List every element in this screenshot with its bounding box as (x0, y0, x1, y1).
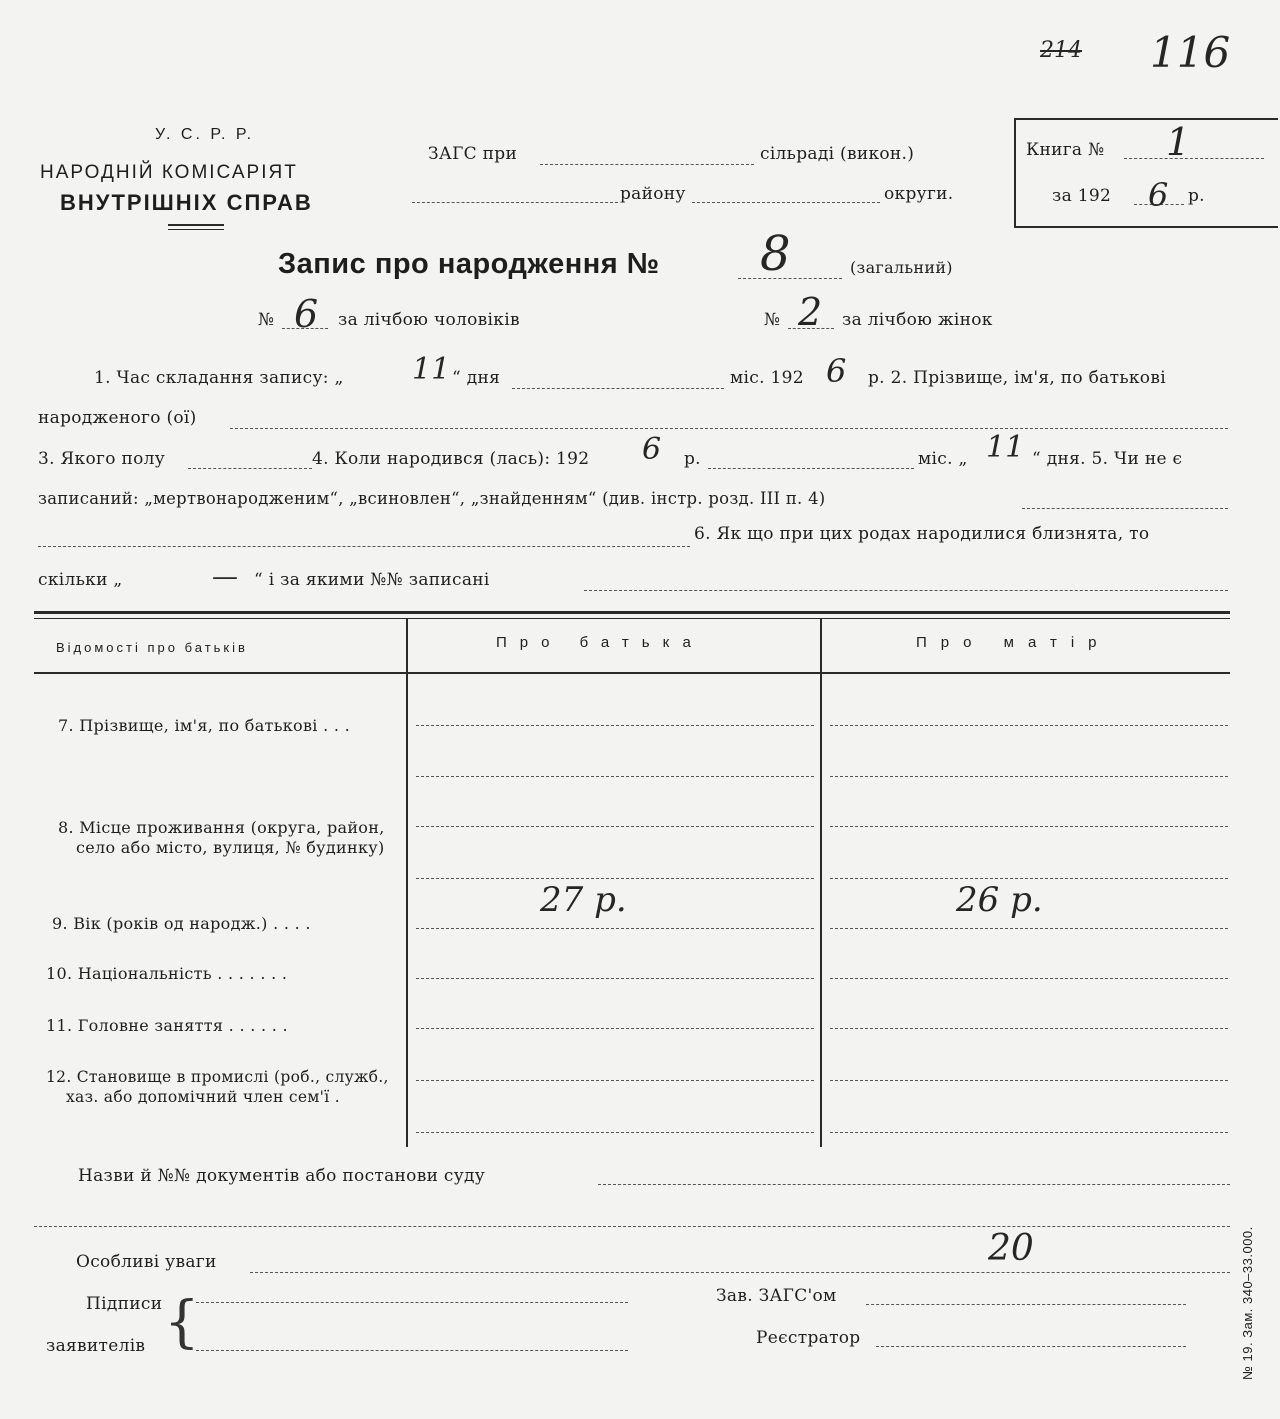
child-name-line (230, 428, 1228, 429)
record-month-label: міс. 192 (730, 368, 804, 388)
father-line-4 (416, 878, 814, 879)
father-line-8 (416, 1080, 814, 1081)
mother-line-4 (830, 878, 1228, 879)
remarks-label: Особливі уваги (76, 1252, 217, 1272)
table-header-mother: Про матір (916, 634, 1111, 651)
applicant-signature-line-2 (196, 1350, 628, 1351)
birth-month-label: міс. „ (918, 449, 968, 469)
stillborn-label-b: записаний: „мертвонародженим“, „всиновлен“, „знайденням“ (див. інстр. розд. III п. 4) (38, 489, 826, 508)
book-year-label: за 192 (1052, 186, 1112, 206)
child-name-label-a: р. 2. Прізвище, ім'я, по батькові (868, 368, 1166, 388)
male-count-label: за лічбою чоловіків (338, 310, 520, 330)
village-council-line (540, 164, 754, 165)
signatures-label: Підписи (86, 1294, 163, 1314)
mother-line-3 (830, 826, 1228, 827)
signatures-brace: { (164, 1290, 200, 1355)
father-line-2 (416, 776, 814, 777)
table-header-rule (34, 672, 1230, 674)
father-line-6 (416, 978, 814, 979)
twins-label: 6. Як що при цих родах народилися близнята, то (694, 524, 1150, 544)
table-header-parents: Відомості про батьків (56, 640, 248, 655)
father-line-9 (416, 1132, 814, 1133)
record-title: Запис про народження № (278, 248, 660, 280)
mother-line-2 (830, 776, 1228, 777)
mother-line-5 (830, 928, 1228, 929)
record-month-line (512, 388, 724, 389)
birth-day: 11 (986, 430, 1025, 465)
mother-line-1 (830, 725, 1228, 726)
zags-head-line (866, 1304, 1186, 1305)
sex-label: 3. Якого полу (38, 449, 166, 469)
birth-year-suffix: р. (684, 449, 701, 469)
book-box (1014, 118, 1278, 228)
registrar-label: Реєстратор (756, 1328, 861, 1348)
father-line-7 (416, 1028, 814, 1029)
father-line-5 (416, 928, 814, 929)
row-label-residence-2: село або місто, вулиця, № будинку) (76, 838, 385, 857)
ministry-label: ВНУТРІШНІХ СПРАВ (60, 190, 313, 215)
row-label-status: 12. Становище в промислі (роб., служб., (46, 1068, 389, 1086)
father-age: 27 р. (540, 880, 627, 920)
header-rule-2 (168, 229, 224, 230)
row-label-residence: 8. Місце проживання (округа, район, (58, 818, 385, 837)
remarks-number: 20 (988, 1228, 1034, 1269)
print-order-mark: № 19. Зам. 340–33.000. (1240, 1226, 1255, 1380)
book-label: Книга № (1026, 140, 1105, 160)
record-year: 6 (826, 352, 847, 390)
documents-line-2 (34, 1226, 1230, 1227)
stillborn-line-cont (38, 546, 690, 547)
father-line-3 (416, 826, 814, 827)
twins-numbers-label: “ і за якими №№ записані (254, 570, 490, 590)
female-number-prefix: № (764, 310, 781, 330)
female-number: 2 (798, 290, 823, 334)
district-line (412, 202, 618, 203)
sex-line (188, 468, 312, 469)
table-header-father: Про батька (496, 634, 704, 651)
applicant-signature-line-1 (196, 1302, 628, 1303)
male-number-prefix: № (258, 310, 275, 330)
book-year-digit: 6 (1148, 176, 1169, 214)
registrar-line (876, 1346, 1186, 1347)
table-top-rule (34, 611, 1230, 614)
table-vline-2 (820, 619, 822, 1147)
documents-line (598, 1184, 1230, 1185)
commissariat-label: НАРОДНІЙ КОМІСАРІЯТ (40, 162, 298, 183)
documents-label: Назви й №№ документів або постанови суду (78, 1166, 486, 1186)
twins-numbers-line (584, 590, 1228, 591)
record-time-label: 1. Час складання запису: „ (94, 368, 344, 388)
row-label-status-2: хаз. або допомічний член сем'ї . (66, 1088, 340, 1106)
book-number: 1 (1166, 120, 1191, 164)
okruha-line (692, 202, 880, 203)
record-number: 8 (760, 226, 791, 282)
district-label: району (620, 184, 686, 204)
stillborn-label-a: “ дня. 5. Чи не є (1032, 449, 1183, 469)
row-label-occupation: 11. Головне заняття . . . . . . (46, 1016, 288, 1035)
mother-line-9 (830, 1132, 1228, 1133)
old-sheet-number: 214 (1040, 38, 1082, 63)
row-label-nationality: 10. Національність . . . . . . . (46, 964, 288, 983)
mother-line-8 (830, 1080, 1228, 1081)
mother-line-6 (830, 978, 1228, 979)
row-label-age: 9. Вік (років од народж.) . . . . (52, 914, 311, 933)
applicants-label: заявителів (46, 1336, 146, 1356)
female-count-label: за лічбою жінок (842, 310, 993, 330)
twins-count-label: скільки „ (38, 570, 123, 590)
birth-year: 6 (642, 432, 662, 467)
mother-age: 26 р. (956, 880, 1043, 920)
mother-line-7 (830, 1028, 1228, 1029)
village-council-label: сільраді (викон.) (760, 144, 915, 164)
general-label: (загальний) (850, 258, 953, 277)
father-line-1 (416, 725, 814, 726)
record-day: 11 (412, 352, 451, 387)
table-vline-1 (406, 619, 408, 1147)
birth-month-line (708, 468, 914, 469)
okruha-label: округи. (884, 184, 954, 204)
remarks-line (250, 1272, 1230, 1273)
table-top-rule-2 (34, 618, 1230, 619)
record-day-suffix: “ дня (452, 368, 501, 388)
child-name-label-b: народженого (ої) (38, 408, 197, 428)
birth-date-label: 4. Коли народився (лась): 192 (312, 449, 590, 469)
twins-count: — (212, 562, 238, 592)
stillborn-line (1022, 508, 1228, 509)
sheet-number: 116 (1150, 28, 1231, 77)
zags-head-label: Зав. ЗАГС'ом (716, 1286, 837, 1306)
header-rule (168, 224, 224, 226)
book-number-line (1124, 158, 1264, 159)
book-year-suffix: р. (1188, 186, 1205, 206)
zags-label: ЗАГС при (428, 144, 518, 164)
republic-label: У. С. Р. Р. (155, 126, 255, 143)
male-number: 6 (294, 292, 319, 336)
row-label-name: 7. Прізвище, ім'я, по батькові . . . (58, 716, 350, 735)
